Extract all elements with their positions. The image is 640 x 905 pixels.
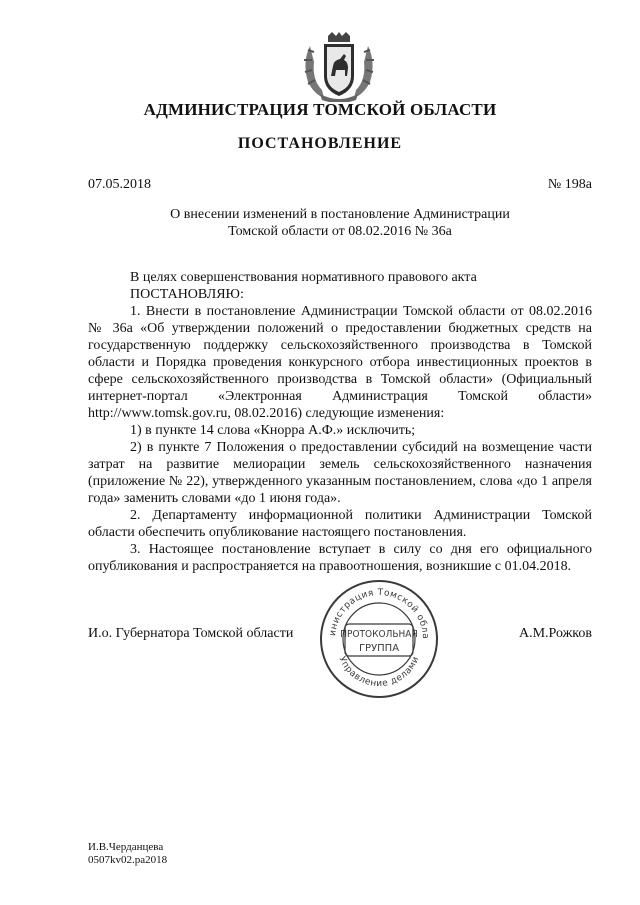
clause-1: 1. Внести в постановление Администрации Томской области от 08.02.2016 № 36а «Об утверждении положений о предоставлении бюджетных средств на государственную поддержку сельскохозяйственного производства в Томской области и Порядка проведения конкурсного отбора инвестиционных проектов в сфере сельскохозяйственного производства в Томской области» (Официальный интернет-портал «Электронная Администрация Томской области» http://www.tomsk.gov.ru, 08.02.2016) следующие изменения: xyxy=(88,304,592,421)
document-body xyxy=(88,269,592,575)
executor-name: И.В.Черданцева xyxy=(88,841,164,853)
stamp-center-line-1: ПРОТОКОЛЬНАЯ xyxy=(340,629,418,640)
stamp-ring-bottom: Управление делами xyxy=(336,655,422,690)
stamp-ring-top: инистрация Томской обла xyxy=(328,587,431,640)
clause-3: 3. Настоящее постановление вступает в силу со дня его официального опубликования и распространяется на правоотношения, возникшие с 01.04.2018. xyxy=(88,542,592,574)
signer-name: А.М.Рожков xyxy=(518,626,592,641)
clause-2: 2. Департаменту информационной политики Администрации Томской области обеспечить опубликование настоящего постановления. xyxy=(88,508,592,540)
clause-1-sub-1: 1) в пункте 14 слова «Кнорра А.Ф.» исключить; xyxy=(130,423,416,438)
document-type: ПОСТАНОВЛЕНИЕ xyxy=(237,135,403,152)
executor-info xyxy=(88,841,167,867)
document-subject xyxy=(88,206,592,240)
coat-of-arms-icon xyxy=(298,32,380,102)
clause-1-sub-2: 2) в пункте 7 Положения о предоставлении субсидий на возмещение части затрат на развитие мелиорации земель сельскохозяйственного назначения (приложение № 22), утвержденного указанным постановлением, слова «до 1 апреля года» заменить словами «до 1 июня года». xyxy=(88,440,592,506)
subject-line-1: О внесении изменений в постановление Администрации xyxy=(170,207,510,222)
document-date: 07.05.2018 xyxy=(88,177,151,192)
stamp-center-line-2: ГРУППА xyxy=(358,643,400,654)
document-number: № 198а xyxy=(547,177,592,192)
signer-position: И.о. Губернатора Томской области xyxy=(88,626,294,641)
preamble: В целях совершенствования нормативного правового акта xyxy=(130,270,477,285)
subject-line-2: Томской области от 08.02.2016 № 36а xyxy=(228,224,452,239)
organization-title: АДМИНИСТРАЦИЯ ТОМСКОЙ ОБЛАСТИ xyxy=(143,100,497,119)
resolve-keyword: ПОСТАНОВЛЯЮ: xyxy=(130,287,244,302)
file-code: 0507kv02.pa2018 xyxy=(88,854,168,866)
official-stamp xyxy=(318,578,440,700)
